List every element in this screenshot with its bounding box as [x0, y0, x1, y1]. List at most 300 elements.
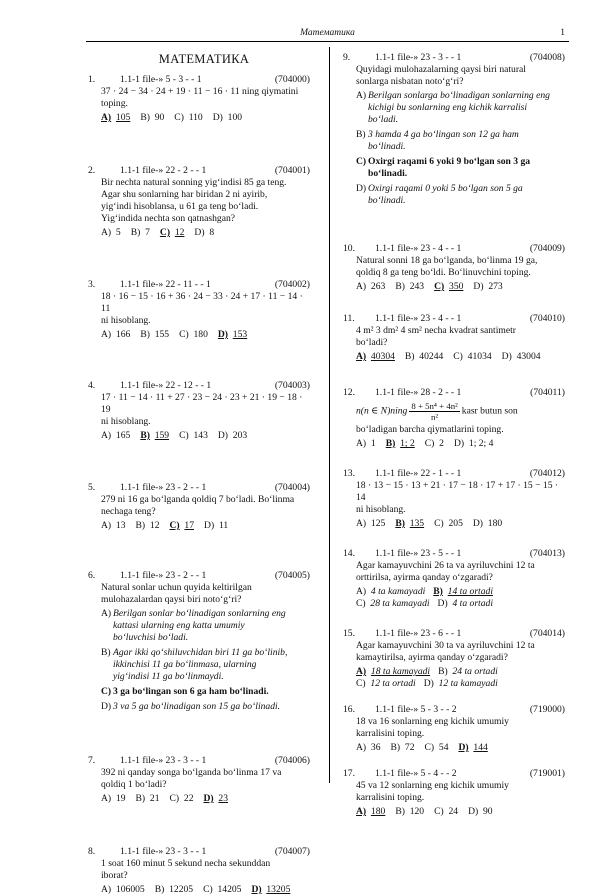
question-text-line: kamaytirilsa, ayirma qanday o‘zgaradi?: [356, 652, 508, 663]
answer-option[interactable]: [391, 742, 415, 754]
option-value: 125: [370, 518, 386, 529]
option-value: 18 ta kamayadi: [370, 666, 431, 677]
option-label: B): [438, 666, 448, 677]
left-column: [88, 49, 310, 896]
answer-options: [356, 351, 565, 363]
answer-option[interactable]: [356, 183, 565, 207]
option-label: D): [473, 281, 484, 292]
question-source: 1.1-1 file-» 23 - 4 - - 1: [375, 243, 462, 254]
option-label: B): [395, 281, 405, 292]
option-label: C): [434, 518, 444, 529]
answer-option[interactable]: [502, 351, 541, 363]
question-number: 7.: [88, 755, 96, 766]
option-label: C): [453, 351, 463, 362]
option-text-line: kichigi bu sonlarning eng kichik karralisi: [368, 102, 528, 113]
option-value: 13: [115, 520, 126, 531]
answer-option[interactable]: [356, 518, 385, 530]
answer-option[interactable]: [101, 647, 310, 683]
option-value: 14205: [217, 884, 242, 895]
answer-options: [356, 666, 565, 690]
option-value: 1; 2; 4: [468, 438, 494, 449]
option-value: 21: [149, 793, 160, 804]
option-text-line: 3 ga bo‘lingan son 6 ga ham bo‘linadi.: [113, 686, 269, 697]
option-text-line: bo‘luvchisi bo‘ladi.: [113, 632, 189, 643]
option-text-line: Berilgan sonlarga bo‘linadigan sonlarning eng: [368, 90, 550, 101]
question-text: [356, 64, 565, 88]
question-number: 3.: [88, 279, 96, 290]
question: [88, 380, 310, 442]
option-value: 40304: [370, 351, 395, 362]
answer-option[interactable]: [101, 686, 310, 698]
question-number: 10.: [343, 243, 355, 254]
question-id: (704001): [274, 165, 310, 176]
option-value: 2: [439, 438, 444, 449]
answer-option[interactable]: [101, 112, 130, 124]
option-value: 72: [404, 742, 415, 753]
option-value: 155: [154, 329, 170, 340]
answer-option[interactable]: [395, 806, 424, 818]
answer-option[interactable]: [454, 438, 493, 450]
option-value: 165: [115, 430, 131, 441]
answer-option[interactable]: [194, 227, 214, 239]
option-label: B): [101, 647, 111, 658]
answer-option[interactable]: [101, 793, 126, 805]
option-text: [368, 183, 565, 207]
question-text-line: 17 · 11 − 14 · 11 + 27 · 23 − 24 · 23 + 21 · 19 − 18 · 19: [101, 392, 303, 415]
option-text-line: Agar ikki qo‘shiluvchidan biri 11 ga bo‘linib,: [113, 647, 288, 658]
answer-options: [101, 793, 310, 805]
answer-option[interactable]: [356, 586, 425, 598]
fraction-denominator: n²: [431, 412, 439, 422]
option-text: [113, 701, 310, 713]
option-label: C): [101, 686, 112, 697]
option-label: A): [101, 112, 112, 123]
option-label: A): [101, 430, 112, 441]
option-label: A): [356, 666, 367, 677]
question: [88, 74, 310, 124]
question-text-line: 18 va 16 sonlarning eng kichik umumiy: [356, 716, 509, 727]
answer-option[interactable]: [395, 518, 424, 530]
question-number: 5.: [88, 482, 96, 493]
option-label: A): [101, 227, 112, 238]
option-label: B): [154, 884, 165, 895]
answer-options: [356, 438, 565, 450]
option-label: D): [203, 793, 214, 804]
answer-option[interactable]: [438, 666, 498, 678]
question-source: 1.1-1 file-» 22 - 2 - - 1: [120, 165, 207, 176]
option-label: B): [395, 518, 405, 529]
option-value: 28 ta kamayadi: [370, 598, 430, 609]
option-label: D): [423, 678, 434, 689]
option-label: D): [204, 520, 215, 531]
question: [343, 468, 565, 530]
option-value: 43004: [516, 351, 541, 362]
question: [88, 482, 310, 532]
answer-option[interactable]: [101, 227, 121, 239]
question: [343, 548, 565, 610]
option-label: D): [194, 227, 205, 238]
option-text-line: yig‘indisi 11 ga bo‘linmaydi.: [113, 671, 224, 682]
option-text-line: bo‘ladi.: [368, 114, 399, 125]
option-label: A): [356, 518, 367, 529]
answer-option[interactable]: [218, 430, 247, 442]
question-header: [343, 548, 565, 560]
option-text-line: Berilgan sonlar bo‘linadigan sonlarning eng: [113, 608, 286, 619]
option-label: A): [356, 586, 367, 597]
question-source: 1.1-1 file-» 23 - 3 - - 1: [120, 846, 207, 857]
question-source: 1.1-1 file-» 5 - 3 - - 2: [375, 704, 457, 715]
question-id: (704006): [274, 755, 310, 766]
answer-option[interactable]: [213, 112, 242, 124]
option-value: 180: [193, 329, 208, 340]
answer-option[interactable]: [155, 884, 193, 896]
question-id: (704009): [529, 243, 565, 254]
question-source: 1.1-1 file-» 23 - 2 - - 1: [120, 570, 207, 581]
option-label: C): [169, 520, 180, 531]
option-text: [368, 90, 565, 126]
option-value: 90: [483, 806, 493, 817]
option-label: C): [179, 430, 189, 441]
answer-option[interactable]: [356, 742, 381, 754]
option-value: 4 ta kamayadi: [370, 586, 426, 597]
answer-option[interactable]: [356, 90, 565, 126]
answer-option[interactable]: [356, 156, 565, 180]
question-text: [101, 291, 310, 327]
question: [88, 846, 310, 896]
answer-option[interactable]: [434, 281, 463, 293]
answer-option[interactable]: [218, 329, 247, 341]
answer-option[interactable]: [356, 351, 395, 363]
option-label: D): [212, 112, 223, 123]
question-source: 1.1-1 file-» 23 - 3 - - 1: [375, 52, 462, 63]
option-label: C): [203, 884, 213, 895]
question-text: [356, 255, 565, 279]
question-text-line: mulohazalardan qaysi biri noto‘g‘ri?: [101, 594, 242, 605]
answer-option[interactable]: [438, 598, 493, 610]
option-label: B): [135, 793, 146, 804]
option-value: 159: [154, 430, 170, 441]
option-value: 13205: [266, 884, 291, 895]
answer-options: [356, 586, 565, 610]
answer-option[interactable]: [203, 884, 241, 896]
answer-options: [101, 608, 310, 713]
answer-option[interactable]: [356, 806, 385, 818]
question-id: (704002): [274, 279, 310, 290]
question-source: 1.1-1 file-» 5 - 3 - - 1: [120, 74, 202, 85]
option-text-line: Oxirgi raqami 0 yoki 5 bo‘lgan son 5 ga: [368, 183, 523, 194]
answer-option[interactable]: [174, 112, 202, 124]
option-label: D): [458, 742, 469, 753]
answer-option[interactable]: [356, 678, 416, 690]
option-label: A): [101, 329, 112, 340]
answer-option[interactable]: [179, 329, 208, 341]
option-label: D): [472, 518, 483, 529]
option-value: 263: [370, 281, 386, 292]
option-label: B): [390, 742, 401, 753]
page-number: 1: [560, 28, 565, 38]
option-label: B): [395, 806, 405, 817]
question-text-line: [356, 401, 565, 422]
question-text-line: 1 soat 160 minut 5 sekund necha sekunddan: [101, 858, 271, 869]
answer-option[interactable]: [136, 520, 160, 532]
answer-option[interactable]: [386, 438, 415, 450]
answer-option[interactable]: [170, 520, 195, 532]
question-text: [356, 716, 565, 740]
option-label: D): [217, 329, 228, 340]
option-label: C): [434, 281, 445, 292]
question-source: 1.1-1 file-» 23 - 6 - - 1: [375, 628, 462, 639]
question-text-line: bo‘ladi?: [356, 337, 388, 348]
question-number: 12.: [343, 387, 355, 398]
answer-option[interactable]: [424, 678, 498, 690]
answer-option[interactable]: [101, 701, 310, 713]
answer-option[interactable]: [140, 430, 169, 442]
option-label: C): [169, 793, 180, 804]
question-source: 1.1-1 file-» 22 - 12 - - 1: [120, 380, 212, 391]
question-text-line: Yig‘indida nechta son qatnashgan?: [101, 213, 236, 224]
question: [88, 755, 310, 805]
option-text: [113, 686, 310, 698]
question-id: (704008): [529, 52, 565, 63]
answer-options: [356, 518, 565, 530]
answer-option[interactable]: [356, 666, 430, 678]
option-label: B): [130, 227, 141, 238]
option-value: 166: [115, 329, 131, 340]
question-text-line: orttirilsa, ayirma qanday o‘zgaradi?: [356, 572, 493, 583]
option-value: 54: [438, 742, 449, 753]
option-value: 144: [473, 742, 488, 753]
option-value: 12 ta kamayadi: [438, 678, 498, 689]
option-text-line: bo‘linadi.: [368, 141, 406, 152]
answer-option[interactable]: [204, 520, 228, 532]
question-number: 15.: [343, 628, 355, 639]
answer-option[interactable]: [356, 281, 385, 293]
question-text-line: ni hisoblang.: [101, 416, 151, 427]
answer-option[interactable]: [458, 742, 487, 754]
option-value: 8: [209, 227, 215, 238]
answer-options: [356, 806, 565, 818]
option-label: B): [140, 112, 150, 123]
option-label: D): [217, 430, 228, 441]
option-value: 90: [154, 112, 165, 123]
header-title: Математика: [300, 28, 355, 38]
option-label: B): [140, 430, 150, 441]
answer-option[interactable]: [101, 520, 126, 532]
option-label: D): [101, 701, 112, 712]
question-text: [101, 767, 310, 791]
option-value: 12205: [169, 884, 194, 895]
option-value: 19: [115, 793, 126, 804]
answer-options: [356, 281, 565, 293]
question-text-line: karralisini toping.: [356, 792, 425, 803]
page-header: [86, 27, 569, 42]
option-label: B): [385, 438, 396, 449]
question-text: [101, 86, 310, 110]
question-number: 8.: [88, 846, 96, 857]
option-value: 22: [183, 793, 194, 804]
option-label: D): [251, 884, 262, 895]
option-label: C): [434, 806, 444, 817]
option-label: B): [404, 351, 415, 362]
option-value: 5: [115, 227, 121, 238]
answer-option[interactable]: [356, 598, 430, 610]
answer-option[interactable]: [101, 329, 130, 341]
option-value: 135: [409, 518, 425, 529]
answer-option[interactable]: [170, 793, 194, 805]
question: [343, 768, 565, 818]
option-value: 1; 2: [400, 438, 415, 449]
option-label: D): [501, 351, 512, 362]
option-label: C): [356, 598, 366, 609]
question-text-line: Quyidagi mulohazalarning qaysi biri natural: [356, 64, 526, 75]
question-text: [101, 392, 310, 428]
question: [343, 313, 565, 363]
question-text-line: yig‘indi hisoblansa, u 61 ga teng bo‘ladi.: [101, 201, 259, 212]
question-text-line: 18 · 16 − 15 · 16 + 36 · 24 − 33 · 24 + 17 · 11 − 14 · 11: [101, 291, 303, 314]
answer-option[interactable]: [160, 227, 185, 239]
formula-suffix: kasr butun son: [461, 405, 518, 417]
question-text-line: iborat?: [101, 870, 128, 881]
option-label: A): [101, 520, 112, 531]
option-text-line: bo‘linadi.: [368, 168, 408, 179]
question-id: (719001): [529, 768, 565, 779]
option-value: 36: [370, 742, 381, 753]
answer-options: [101, 520, 310, 532]
option-value: 153: [232, 329, 248, 340]
option-label: A): [101, 884, 112, 895]
answer-option[interactable]: [425, 742, 449, 754]
question-text-line: 45 va 12 sonlarning eng kichik umumiy: [356, 780, 509, 791]
answer-options: [101, 430, 310, 442]
answer-option[interactable]: [101, 608, 310, 644]
answer-options: [356, 742, 565, 754]
answer-options: [101, 884, 310, 896]
question: [88, 165, 310, 239]
question-id: (704004): [274, 482, 310, 493]
answer-option[interactable]: [425, 438, 444, 450]
question-header: [343, 387, 565, 399]
question-header: [88, 380, 310, 392]
option-label: B): [356, 129, 366, 140]
option-label: C): [159, 227, 171, 238]
answer-option[interactable]: [101, 430, 130, 442]
option-label: B): [433, 586, 443, 597]
question-id: (704010): [529, 313, 565, 324]
question-number: 16.: [343, 704, 355, 715]
question-number: 17.: [343, 768, 355, 779]
option-text-line: ikkinchisi 11 ga bo‘linmasa, ularning: [113, 659, 257, 670]
question-text: [101, 494, 310, 518]
option-label: B): [140, 329, 150, 340]
answer-option[interactable]: [131, 227, 150, 239]
option-value: 203: [232, 430, 248, 441]
question-header: [343, 313, 565, 325]
question-text-line: toping.: [101, 98, 128, 109]
answer-option[interactable]: [405, 351, 443, 363]
answer-option[interactable]: [473, 518, 502, 530]
question-text-line: ni hisoblang.: [101, 315, 151, 326]
answer-option[interactable]: [433, 586, 493, 598]
question-text: [356, 480, 565, 516]
question-text-line: sonlarga nisbatan noto‘g‘ri?: [356, 76, 464, 87]
question-header: [88, 165, 310, 177]
answer-options: [101, 227, 310, 239]
option-text: [368, 156, 565, 180]
answer-options: [101, 329, 310, 341]
question-text: [356, 325, 565, 349]
question-number: 6.: [88, 570, 96, 581]
answer-option[interactable]: [453, 351, 491, 363]
answer-option[interactable]: [468, 806, 493, 818]
column-divider: [329, 47, 330, 783]
option-value: 7: [145, 227, 150, 238]
question-source: 1.1-1 file-» 23 - 3 - - 1: [120, 755, 207, 766]
option-value: 143: [193, 430, 208, 441]
question-text-line: karralisini toping.: [356, 728, 425, 739]
answer-option[interactable]: [203, 793, 228, 805]
question-number: 14.: [343, 548, 355, 559]
question-source: 1.1-1 file-» 23 - 2 - - 1: [120, 482, 207, 493]
answer-option[interactable]: [140, 112, 164, 124]
question: [88, 279, 310, 341]
option-text: [113, 608, 310, 644]
option-text: [368, 129, 565, 153]
option-value: 243: [409, 281, 425, 292]
question-text: [356, 401, 565, 436]
answer-option[interactable]: [251, 884, 290, 896]
question-text-line: 37 · 24 − 34 · 24 + 19 · 11 − 16 · 11 ning qiymatini: [101, 86, 299, 97]
option-value: 350: [449, 281, 464, 292]
option-value: 17: [184, 520, 195, 531]
question-text: [356, 640, 565, 664]
option-label: A): [356, 281, 367, 292]
answer-option[interactable]: [395, 281, 424, 293]
option-value: 110: [188, 112, 203, 123]
question-id: (704003): [274, 380, 310, 391]
document-title: МАТЕМАТИКА: [158, 52, 250, 66]
option-value: 40244: [419, 351, 444, 362]
answer-option[interactable]: [140, 329, 169, 341]
answer-option[interactable]: [356, 438, 376, 450]
question: [343, 628, 565, 690]
option-text-line: 3 hamda 4 ga bo‘lingan son 12 ga ham: [368, 129, 519, 140]
answer-option[interactable]: [179, 430, 208, 442]
question-text-line: bo‘ladigan barcha qiymatlarini toping.: [356, 424, 504, 435]
option-label: D): [453, 438, 465, 449]
answer-option[interactable]: [356, 129, 565, 153]
question: [343, 243, 565, 293]
option-value: 12 ta ortadi: [370, 678, 416, 689]
answer-option[interactable]: [101, 884, 145, 896]
question-id: (704000): [274, 74, 310, 85]
answer-option[interactable]: [434, 806, 458, 818]
question-source: 1.1-1 file-» 5 - 4 - - 2: [375, 768, 457, 779]
question-text-line: qoldiq 8 ga teng bo‘ldi. Bo‘linuvchini toping.: [356, 267, 531, 278]
option-value: 24: [448, 806, 459, 817]
question-text-line: 4 m² 3 dm² 4 sm² necha kvadrat santimetr: [356, 325, 516, 336]
question-source: 1.1-1 file-» 28 - 2 - - 1: [375, 387, 462, 398]
answer-option[interactable]: [473, 281, 502, 293]
fraction: [409, 401, 459, 422]
question-header: [343, 628, 565, 640]
answer-option[interactable]: [136, 793, 160, 805]
question-header: [88, 846, 310, 858]
question-header: [343, 243, 565, 255]
option-label: D): [468, 806, 479, 817]
question: [88, 570, 310, 713]
answer-option[interactable]: [434, 518, 463, 530]
question-text: [101, 582, 310, 606]
